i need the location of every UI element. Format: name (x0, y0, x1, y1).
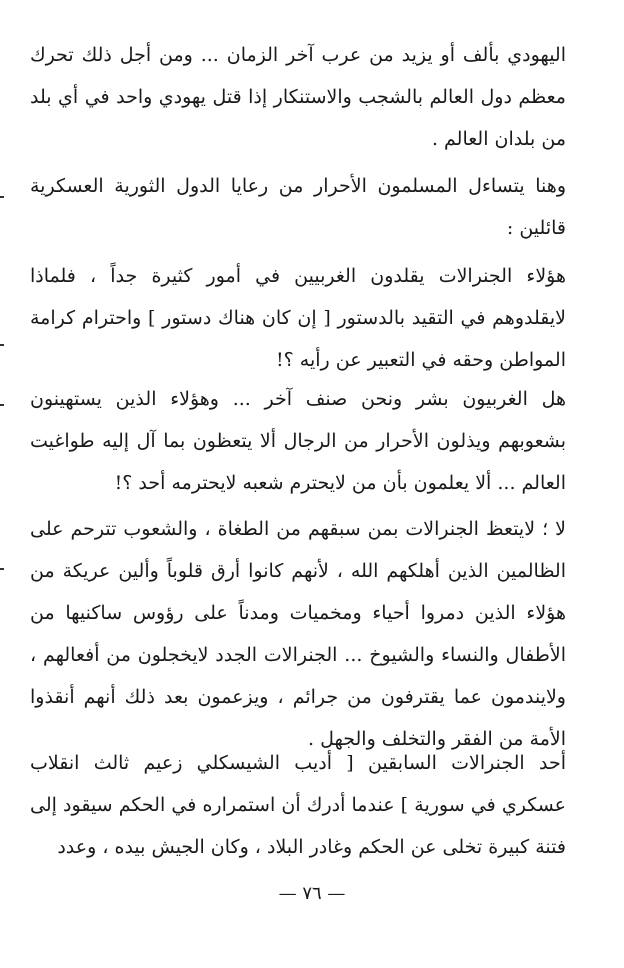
paragraph-6: أحد الجنرالات السابقين [ أديب الشيسكلي زعيم ثالث انقلاب عسكري في سورية ] عندما أدرك أن استمراره في الحكم سيقود إلى فتنة كبيرة تخلى عن الحكم وغادر البلاد ، وكان الجيش بيده ، وعدد (30, 752, 566, 858)
paragraph-1: اليهودي بألف أو يزيد من عرب آخر الزمان ... ومن أجل ذلك تحرك معظم دول العالم بالشجب والاستنكار إذا قتل يهودي واحد في أي بلد من بلدان العالم . (30, 44, 566, 150)
paragraph-5: لا ؛ لايتعظ الجنرالات بمن سبقهم من الطغاة ، والشعوب تترحم على الظالمين الذين أهلكهم الله ، لأنهم كانوا أرق قلوباً وألين عريكة من هؤلاء الذين دمروا أحياء ومخميات ومدناً على رؤوس ساكنيها من الأطفال والنساء والشيوخ ... الجنرالات الجدد لايخجلون من أفعالهم ، ولايندمون عما يقترفون من جرائم ، ويزعمون بعد ذلك أنهم أنقذوا الأمة من الفقر والتخلف والجهل . (30, 518, 566, 750)
scan-edge-mark (0, 404, 4, 406)
scan-edge-mark (0, 196, 4, 198)
paragraph-3: هؤلاء الجنرالات يقلدون الغربيين في أمور كثيرة جداً ، فلماذا لايقلدوهم في التقيد بالدستور [ إن كان هناك دستور ] واحترام كرامة المواطن وحقه في التعبير عن رأيه ؟! (30, 265, 566, 371)
page-number: — ٧٦ — (278, 883, 346, 904)
scan-edge-mark (0, 344, 4, 346)
paragraph-2: وهنا يتساءل المسلمون الأحرار من رعايا الدول الثورية العسكرية قائلين : (30, 175, 566, 239)
scan-edge-mark (0, 568, 4, 570)
paragraph-4: هل الغربيون بشر ونحن صنف آخر ... وهؤلاء الذين يستهينون بشعوبهم ويذلون الأحرار من الرجال ألا يتعظون بما آل إليه طواغيت العالم ... ألا يعلمون بأن من لايحترم شعبه لايحترمه أحد ؟! (30, 388, 566, 494)
